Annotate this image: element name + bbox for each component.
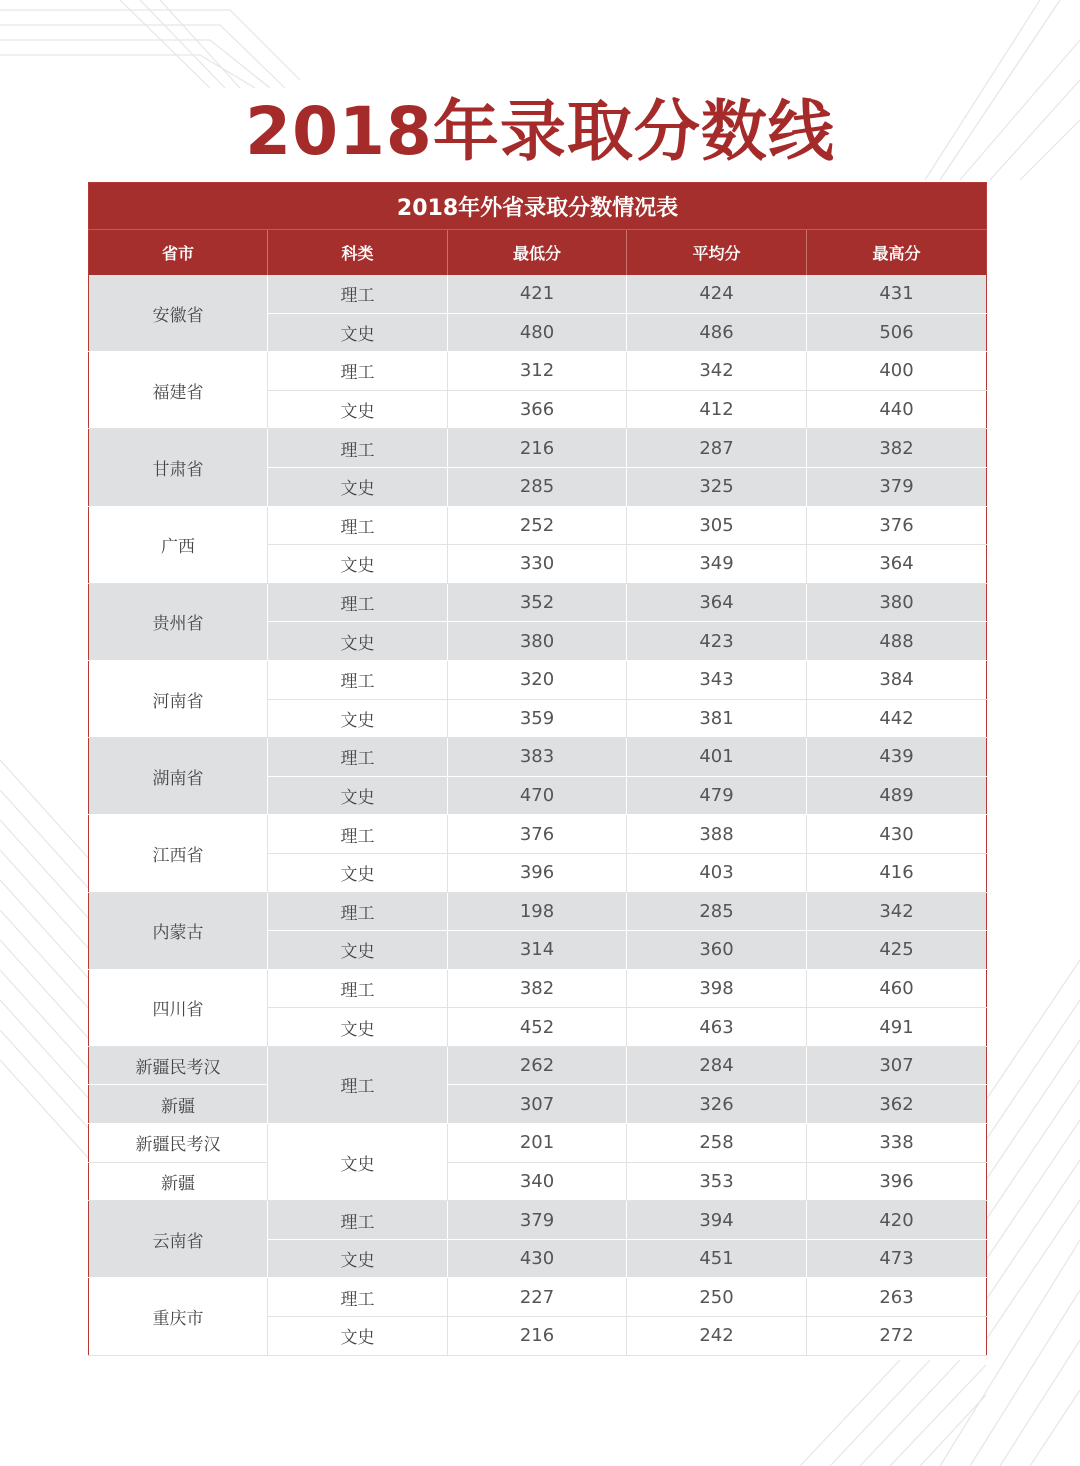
category-cell: 文史 xyxy=(268,467,448,506)
table-row xyxy=(89,1162,987,1201)
table-row xyxy=(89,1278,987,1317)
avg-score-cell: 342 xyxy=(627,352,807,391)
avg-score-cell: 424 xyxy=(627,275,807,313)
max-score-cell: 263 xyxy=(807,1278,987,1317)
min-score-cell: 382 xyxy=(448,969,627,1008)
table-row xyxy=(89,1201,987,1240)
province-cell: 广西 xyxy=(89,506,268,583)
category-cell: 文史 xyxy=(268,313,448,352)
province-cell: 贵州省 xyxy=(89,583,268,660)
avg-score-cell: 284 xyxy=(627,1046,807,1085)
column-header-category: 科类 xyxy=(268,230,448,276)
min-score-cell: 376 xyxy=(448,815,627,854)
max-score-cell: 379 xyxy=(807,467,987,506)
category-cell: 文史 xyxy=(268,390,448,429)
min-score-cell: 452 xyxy=(448,1008,627,1047)
min-score-cell: 330 xyxy=(448,545,627,584)
table-row xyxy=(89,815,987,854)
avg-score-cell: 349 xyxy=(627,545,807,584)
max-score-cell: 362 xyxy=(807,1085,987,1124)
table-row xyxy=(89,352,987,391)
max-score-cell: 473 xyxy=(807,1239,987,1278)
avg-score-cell: 479 xyxy=(627,776,807,815)
table-row xyxy=(89,892,987,931)
province-cell: 四川省 xyxy=(89,969,268,1046)
table-row xyxy=(89,738,987,777)
max-score-cell: 380 xyxy=(807,583,987,622)
avg-score-cell: 326 xyxy=(627,1085,807,1124)
avg-score-cell: 398 xyxy=(627,969,807,1008)
max-score-cell: 442 xyxy=(807,699,987,738)
max-score-cell: 307 xyxy=(807,1046,987,1085)
max-score-cell: 425 xyxy=(807,931,987,970)
max-score-cell: 382 xyxy=(807,429,987,468)
table-row xyxy=(89,1085,987,1124)
avg-score-cell: 285 xyxy=(627,892,807,931)
category-cell: 文史 xyxy=(268,853,448,892)
province-cell: 新疆 xyxy=(89,1085,268,1124)
min-score-cell: 307 xyxy=(448,1085,627,1124)
max-score-cell: 400 xyxy=(807,352,987,391)
province-cell: 河南省 xyxy=(89,660,268,737)
avg-score-cell: 325 xyxy=(627,467,807,506)
min-score-cell: 470 xyxy=(448,776,627,815)
table-row xyxy=(89,583,987,622)
min-score-cell: 396 xyxy=(448,853,627,892)
category-cell: 理工 xyxy=(268,969,448,1008)
max-score-cell: 489 xyxy=(807,776,987,815)
category-cell: 理工 xyxy=(268,815,448,854)
min-score-cell: 312 xyxy=(448,352,627,391)
page-title: 2018年录取分数线 xyxy=(245,93,835,170)
max-score-cell: 439 xyxy=(807,738,987,777)
min-score-cell: 421 xyxy=(448,275,627,313)
avg-score-cell: 401 xyxy=(627,738,807,777)
min-score-cell: 198 xyxy=(448,892,627,931)
avg-score-cell: 305 xyxy=(627,506,807,545)
min-score-cell: 314 xyxy=(448,931,627,970)
province-cell: 云南省 xyxy=(89,1201,268,1278)
category-cell: 文史 xyxy=(268,1317,448,1356)
avg-score-cell: 394 xyxy=(627,1201,807,1240)
column-header-province: 省市 xyxy=(89,230,268,276)
category-cell: 文史 xyxy=(268,931,448,970)
avg-score-cell: 381 xyxy=(627,699,807,738)
avg-score-cell: 242 xyxy=(627,1317,807,1356)
min-score-cell: 252 xyxy=(448,506,627,545)
table-row xyxy=(89,969,987,1008)
table-row xyxy=(89,660,987,699)
category-cell: 理工 xyxy=(268,352,448,391)
category-cell: 理工 xyxy=(268,1278,448,1317)
avg-score-cell: 451 xyxy=(627,1239,807,1278)
min-score-cell: 379 xyxy=(448,1201,627,1240)
category-cell: 文史 xyxy=(268,622,448,661)
column-header-min-score: 最低分 xyxy=(448,230,627,276)
province-cell: 湖南省 xyxy=(89,738,268,815)
avg-score-cell: 360 xyxy=(627,931,807,970)
max-score-cell: 396 xyxy=(807,1162,987,1201)
max-score-cell: 506 xyxy=(807,313,987,352)
province-cell: 福建省 xyxy=(89,352,268,429)
min-score-cell: 227 xyxy=(448,1278,627,1317)
avg-score-cell: 486 xyxy=(627,313,807,352)
province-cell: 新疆民考汉 xyxy=(89,1124,268,1163)
min-score-cell: 366 xyxy=(448,390,627,429)
avg-score-cell: 353 xyxy=(627,1162,807,1201)
category-cell: 理工 xyxy=(268,1046,448,1123)
min-score-cell: 359 xyxy=(448,699,627,738)
category-cell: 文史 xyxy=(268,776,448,815)
avg-score-cell: 343 xyxy=(627,660,807,699)
column-header-max-score: 最高分 xyxy=(807,230,987,276)
max-score-cell: 420 xyxy=(807,1201,987,1240)
min-score-cell: 285 xyxy=(448,467,627,506)
max-score-cell: 272 xyxy=(807,1317,987,1356)
avg-score-cell: 388 xyxy=(627,815,807,854)
province-cell: 新疆民考汉 xyxy=(89,1046,268,1085)
min-score-cell: 480 xyxy=(448,313,627,352)
category-cell: 理工 xyxy=(268,1201,448,1240)
category-cell: 文史 xyxy=(268,545,448,584)
max-score-cell: 491 xyxy=(807,1008,987,1047)
province-cell: 新疆 xyxy=(89,1162,268,1201)
province-cell: 内蒙古 xyxy=(89,892,268,969)
min-score-cell: 216 xyxy=(448,429,627,468)
table-row xyxy=(89,1124,987,1163)
max-score-cell: 430 xyxy=(807,815,987,854)
max-score-cell: 384 xyxy=(807,660,987,699)
max-score-cell: 376 xyxy=(807,506,987,545)
category-cell: 文史 xyxy=(268,699,448,738)
admission-score-table xyxy=(88,182,987,1356)
avg-score-cell: 412 xyxy=(627,390,807,429)
category-cell: 理工 xyxy=(268,738,448,777)
province-cell: 江西省 xyxy=(89,815,268,892)
category-cell: 文史 xyxy=(268,1124,448,1201)
min-score-cell: 380 xyxy=(448,622,627,661)
category-cell: 文史 xyxy=(268,1239,448,1278)
category-cell: 理工 xyxy=(268,506,448,545)
min-score-cell: 201 xyxy=(448,1124,627,1163)
max-score-cell: 416 xyxy=(807,853,987,892)
table-row xyxy=(89,275,987,313)
table-header-row xyxy=(89,230,987,276)
max-score-cell: 431 xyxy=(807,275,987,313)
avg-score-cell: 258 xyxy=(627,1124,807,1163)
table-row xyxy=(89,1046,987,1085)
min-score-cell: 383 xyxy=(448,738,627,777)
avg-score-cell: 463 xyxy=(627,1008,807,1047)
min-score-cell: 430 xyxy=(448,1239,627,1278)
province-cell: 重庆市 xyxy=(89,1278,268,1355)
province-cell: 安徽省 xyxy=(89,275,268,352)
max-score-cell: 338 xyxy=(807,1124,987,1163)
category-cell: 理工 xyxy=(268,275,448,313)
table-title: 2018年外省录取分数情况表 xyxy=(89,183,987,230)
category-cell: 理工 xyxy=(268,660,448,699)
category-cell: 理工 xyxy=(268,892,448,931)
avg-score-cell: 423 xyxy=(627,622,807,661)
max-score-cell: 460 xyxy=(807,969,987,1008)
category-cell: 理工 xyxy=(268,429,448,468)
table-row xyxy=(89,429,987,468)
province-cell: 甘肃省 xyxy=(89,429,268,506)
max-score-cell: 364 xyxy=(807,545,987,584)
avg-score-cell: 250 xyxy=(627,1278,807,1317)
min-score-cell: 352 xyxy=(448,583,627,622)
avg-score-cell: 364 xyxy=(627,583,807,622)
max-score-cell: 488 xyxy=(807,622,987,661)
max-score-cell: 440 xyxy=(807,390,987,429)
min-score-cell: 340 xyxy=(448,1162,627,1201)
min-score-cell: 320 xyxy=(448,660,627,699)
avg-score-cell: 403 xyxy=(627,853,807,892)
table-row xyxy=(89,506,987,545)
max-score-cell: 342 xyxy=(807,892,987,931)
avg-score-cell: 287 xyxy=(627,429,807,468)
min-score-cell: 216 xyxy=(448,1317,627,1356)
category-cell: 文史 xyxy=(268,1008,448,1047)
category-cell: 理工 xyxy=(268,583,448,622)
column-header-avg-score: 平均分 xyxy=(627,230,807,276)
min-score-cell: 262 xyxy=(448,1046,627,1085)
